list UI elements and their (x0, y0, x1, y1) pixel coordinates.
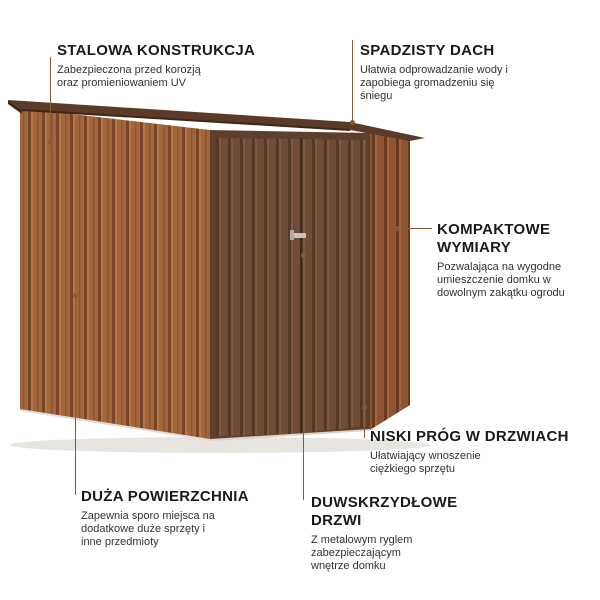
left-door-leaf (216, 138, 300, 436)
front-wall (20, 108, 210, 440)
callout-title: DUWSKRZYDŁOWE DRZWI (311, 494, 458, 529)
guide-line-doors (303, 255, 304, 500)
guide-line-compact (398, 228, 432, 229)
guide-dot-surface (73, 293, 78, 298)
callout-description: Ułatwiający wnoszenie ciężkiego sprzętu (370, 450, 481, 475)
callout-title: STALOWA KONSTRUKCJA (57, 42, 256, 59)
side-wall (370, 133, 410, 430)
guide-line-threshold (364, 408, 365, 438)
guide-dot-threshold (362, 405, 367, 410)
guide-dot-compact (395, 226, 400, 231)
callout-description: Zabezpieczona przed korozją oraz promieniowaniem UV (57, 64, 201, 89)
callout-compact-dimensions (437, 221, 597, 300)
callout-double-doors (311, 494, 511, 573)
right-door-leaf (302, 139, 366, 433)
guide-line-surface (75, 295, 76, 495)
guide-dot-roof (350, 120, 355, 125)
callout-title: NISKI PRÓG W DRZWIACH (370, 428, 569, 445)
guide-dot-steel (48, 140, 53, 145)
callout-description: Z metalowym ryglem zabezpieczającym wnętrze domku (311, 534, 413, 572)
callout-title: DUŻA POWIERZCHNIA (81, 488, 249, 505)
door-bolt (292, 233, 306, 238)
guide-line-roof (352, 40, 353, 122)
callout-large-surface (81, 488, 281, 549)
guide-line-steel (50, 57, 51, 142)
callout-description: Ułatwia odprowadzanie wody i zapobiega gromadzeniu się śniegu (360, 64, 508, 102)
callout-title: KOMPAKTOWE WYMIARY (437, 221, 551, 256)
callout-description: Pozwalająca na wygodne umieszczenie domku w dowolnym zakątku ogrodu (437, 261, 565, 299)
callout-sloped-roof (360, 42, 580, 103)
callout-title: SPADZISTY DACH (360, 42, 495, 59)
guide-dot-doors (301, 253, 306, 258)
callout-steel-construction (57, 42, 297, 90)
callout-description: Zapewnia sporo miejsca na dodatkowe duże sprzęty i inne przedmioty (81, 510, 215, 548)
callout-low-threshold (370, 428, 595, 476)
